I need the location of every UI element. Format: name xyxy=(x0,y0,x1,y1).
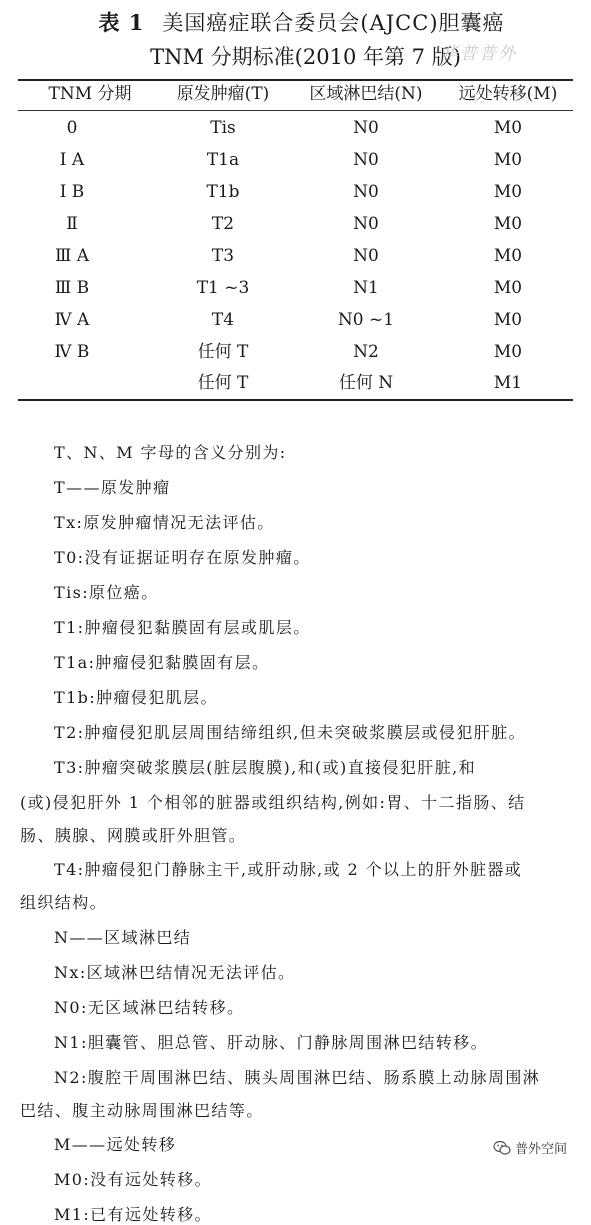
table-row xyxy=(18,208,573,240)
definition-m1: M1:已有远处转移。 xyxy=(54,1205,212,1224)
definition-t1b: T1b:肿瘤侵犯肌层。 xyxy=(54,688,218,707)
cell-m: M0 xyxy=(493,310,523,330)
definition-t3-line-3: 肠、胰腺、网膜或肝外胆管。 xyxy=(20,826,247,845)
watermark-text: 华普普外 xyxy=(441,44,517,64)
title-line-2: TNM 分期标准(2010 年第 7 版) xyxy=(150,45,461,69)
cell-stage: Ⅳ B xyxy=(54,342,90,362)
wechat-icon xyxy=(493,1140,511,1156)
m-heading: M——远处转移 xyxy=(54,1135,177,1154)
title-text-1: 美国癌症联合委员会(AJCC)胆囊癌 xyxy=(162,11,505,35)
cell-n: N0 xyxy=(353,182,379,202)
definition-tis: Tis:原位癌。 xyxy=(54,583,159,602)
table-number-label: 表 1 xyxy=(98,10,145,35)
definition-m0: M0:没有远处转移。 xyxy=(54,1170,212,1189)
table-row xyxy=(18,144,573,176)
definition-tx: Tx:原发肿瘤情况无法评估。 xyxy=(54,513,275,532)
cell-m: M0 xyxy=(493,182,523,202)
account-name: 普外空间 xyxy=(515,1142,568,1157)
table-bottom-rule xyxy=(18,399,573,401)
definition-t1: T1:肿瘤侵犯黏膜固有层或肌层。 xyxy=(54,618,311,637)
cell-stage: Ⅰ B xyxy=(59,182,85,202)
table-header-row xyxy=(18,78,573,110)
cell-stage: Ⅲ B xyxy=(54,278,90,298)
table-row xyxy=(18,176,573,208)
definition-nx: Nx:区域淋巴结情况无法评估。 xyxy=(54,963,296,982)
header-tnm-stage: TNM 分期 xyxy=(48,84,132,104)
cell-m: M0 xyxy=(493,214,523,234)
header-primary-tumor: 原发肿瘤(T) xyxy=(176,84,270,104)
definition-n2-line-1: N2:腹腔干周围淋巴结、胰头周围淋巴结、肠系膜上动脉周围淋 xyxy=(54,1068,541,1087)
cell-n: N0 xyxy=(353,118,379,138)
cell-n: N0 xyxy=(353,246,379,266)
cell-stage: 0 xyxy=(66,118,78,138)
table-row xyxy=(18,240,573,272)
title-line-1 xyxy=(0,6,591,40)
table-row xyxy=(18,304,573,336)
definition-t1a: T1a:肿瘤侵犯黏膜固有层。 xyxy=(54,653,270,672)
cell-m: M0 xyxy=(493,246,523,266)
definition-t4-line-1: T4:肿瘤侵犯门静脉主干,或肝动脉,或 2 个以上的肝外脏器或 xyxy=(54,860,523,879)
cell-stage: Ⅲ A xyxy=(54,246,90,266)
cell-t: T2 xyxy=(211,214,235,234)
table-header-rule xyxy=(18,110,573,111)
definition-t4-line-2: 组织结构。 xyxy=(20,893,108,912)
table-row xyxy=(18,336,573,368)
cell-m: M0 xyxy=(493,150,523,170)
table-row xyxy=(18,367,573,399)
cell-t: T1 ~3 xyxy=(196,278,250,298)
cell-m: M0 xyxy=(493,342,523,362)
cell-t: T1a xyxy=(206,150,240,170)
cell-t: T4 xyxy=(211,310,235,330)
cell-n: 任何 N xyxy=(338,373,394,393)
cell-m: M1 xyxy=(493,373,523,393)
cell-n: N2 xyxy=(353,342,379,362)
t-heading: T——原发肿瘤 xyxy=(54,478,171,497)
n-heading: N——区域淋巴结 xyxy=(54,928,192,947)
account-watermark xyxy=(493,1138,567,1157)
definition-t3-line-1: T3:肿瘤突破浆膜层(脏层腹膜),和(或)直接侵犯肝脏,和 xyxy=(54,758,476,777)
header-regional-nodes: 区域淋巴结(N) xyxy=(309,84,423,104)
cell-m: M0 xyxy=(493,118,523,138)
cell-n: N1 xyxy=(353,278,379,298)
cell-n: N0 xyxy=(353,150,379,170)
cell-stage: Ⅳ A xyxy=(54,310,90,330)
definition-t3-line-2: (或)侵犯肝外 1 个相邻的脏器或组织结构,例如:胃、十二指肠、结 xyxy=(20,793,526,812)
cell-m: M0 xyxy=(493,278,523,298)
cell-n: N0 xyxy=(353,214,379,234)
table-row xyxy=(18,272,573,304)
cell-t: 任何 T xyxy=(197,373,249,393)
definition-t2: T2:肿瘤侵犯肌层周围结缔组织,但未突破浆膜层或侵犯肝脏。 xyxy=(54,723,526,742)
cell-stage: Ⅱ xyxy=(66,214,78,234)
definition-n2-line-2: 巴结、腹主动脉周围淋巴结等。 xyxy=(20,1101,264,1120)
table-row xyxy=(18,112,573,144)
cell-t: 任何 T xyxy=(197,342,249,362)
definition-t0: T0:没有证据证明存在原发肿瘤。 xyxy=(54,548,311,567)
cell-t: Tis xyxy=(210,118,236,138)
header-distant-metastasis: 远处转移(M) xyxy=(458,84,558,104)
definitions-intro: T、N、M 字母的含义分别为: xyxy=(54,443,287,462)
definition-n1: N1:胆囊管、胆总管、肝动脉、门静脉周围淋巴结转移。 xyxy=(54,1033,488,1052)
cell-n: N0 ~1 xyxy=(337,310,395,330)
definition-n0: N0:无区域淋巴结转移。 xyxy=(54,998,245,1017)
cell-t: T1b xyxy=(206,182,240,202)
cell-t: T3 xyxy=(211,246,235,266)
cell-stage: Ⅰ A xyxy=(59,150,85,170)
